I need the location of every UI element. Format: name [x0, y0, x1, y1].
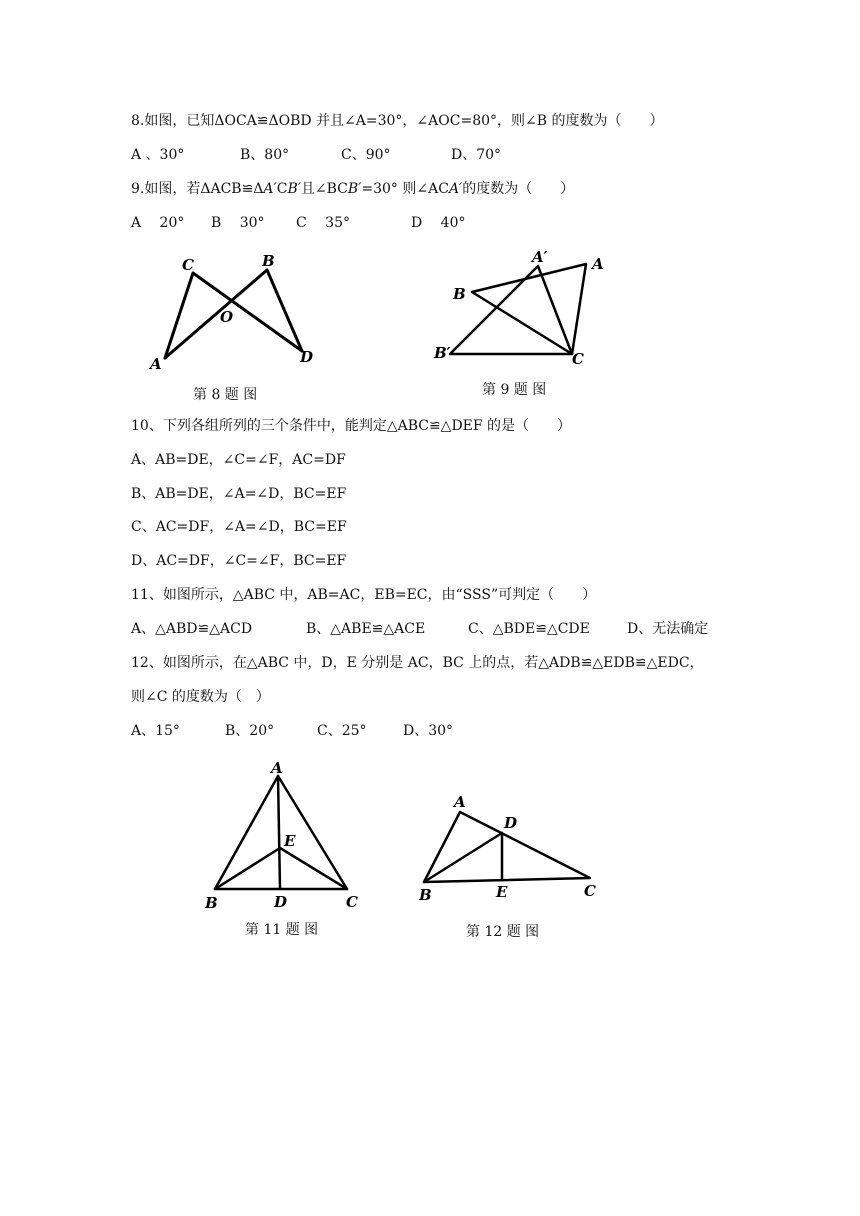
- label-b: B: [205, 894, 218, 912]
- q9-option-c: C 35°: [296, 215, 350, 231]
- label-b: B: [419, 886, 432, 904]
- q9-stem-part: 且∠BC: [300, 181, 348, 197]
- q11-option-b: B、△ABE≌△ACE: [306, 621, 426, 637]
- triangle-acb: [472, 264, 586, 354]
- q9-option-b: B 30°: [211, 215, 265, 231]
- figure-12-caption: 第 12 题 图: [466, 924, 540, 940]
- label-e: E: [284, 832, 296, 850]
- q10-option-b: B、AB=DE，∠A=∠D，BC=EF: [131, 486, 347, 502]
- segment-be: [215, 848, 280, 889]
- q8-stem: 8.如图，已知ΔOCA≌ΔOBD 并且∠A=30°，∠AOC=80°，则∠B 的度数为（ ）: [131, 113, 664, 129]
- label-c: C: [584, 882, 596, 900]
- label-a: A: [271, 759, 283, 777]
- q9-stem-part: C: [276, 181, 288, 197]
- q8-option-a: A 、30°: [131, 147, 185, 163]
- label-c: C: [182, 256, 194, 274]
- q9-stem: [131, 180, 574, 198]
- q8-options: [131, 146, 501, 164]
- figure-8-caption: 第 8 题 图: [193, 387, 258, 403]
- triangle-oca: [165, 273, 302, 358]
- triangle-a-prime-c-b-prime: [450, 266, 572, 354]
- q12-option-d: D、30°: [403, 723, 454, 739]
- figure-12: [410, 790, 606, 910]
- label-a: A: [454, 793, 466, 811]
- q11-option-c: C、△BDE≌△CDE: [468, 621, 590, 637]
- q9-stem-part: A′: [263, 181, 277, 197]
- label-b: B: [262, 252, 275, 270]
- q12-stem-line2: 则∠C 的度数为（ ）: [131, 689, 270, 705]
- q9-stem-part: A′: [448, 181, 463, 197]
- triangle-abc: [215, 776, 347, 889]
- q12-stem-line1: 12、如图所示，在△ABC 中，D，E 分别是 AC，BC 上的点，若△ADB≌△EDB≌△EDC，: [131, 655, 704, 671]
- q8-option-c: C、90°: [341, 147, 391, 163]
- q9-option-a: A 20°: [131, 215, 185, 231]
- q12-option-b: B、20°: [225, 723, 275, 739]
- label-d: D: [504, 814, 518, 832]
- triangle-obd: [165, 270, 302, 358]
- label-o: O: [220, 308, 234, 326]
- figure-9: [428, 246, 618, 376]
- label-a: A: [592, 255, 604, 273]
- label-e: E: [496, 883, 508, 901]
- q12-option-a: A、15°: [131, 723, 180, 739]
- label-c: C: [572, 350, 584, 368]
- label-b: B: [453, 285, 466, 303]
- q9-stem-part: =30° 则∠AC: [361, 181, 449, 197]
- q11-options: [131, 620, 708, 638]
- q9-stem-part: B′: [347, 181, 362, 197]
- segment-ad: [278, 776, 280, 889]
- q12-options: [131, 722, 453, 740]
- q9-stem-part: B′: [287, 181, 301, 197]
- figure-9-caption: 第 9 题 图: [482, 382, 547, 398]
- figure-8: [140, 248, 330, 378]
- q11-option-d: D、无法确定: [627, 621, 709, 637]
- label-d: D: [300, 348, 314, 366]
- figure-11: [200, 758, 370, 914]
- label-b-prime: B′: [434, 344, 451, 362]
- q8-option-b: B、80°: [240, 147, 290, 163]
- q9-stem-part: 9.如图，若ΔACB≌Δ: [131, 181, 264, 197]
- q11-option-a: A、△ABD≌△ACD: [131, 621, 253, 637]
- q10-option-c: C、AC=DF，∠A=∠D，BC=EF: [131, 519, 347, 535]
- q9-stem-part: 的度数为（ ）: [462, 181, 575, 197]
- label-a: A: [150, 355, 162, 373]
- q8-option-d: D、70°: [451, 147, 502, 163]
- q9-option-d: D 40°: [411, 215, 466, 231]
- q10-option-d: D、AC=DF，∠C=∠F，BC=EF: [131, 553, 347, 569]
- q10-stem: 10、下列各组所列的三个条件中，能判定△ABC≌△DEF 的是（ ）: [131, 418, 572, 434]
- label-a-prime: A′: [532, 248, 548, 266]
- label-d: D: [274, 893, 288, 911]
- label-c: C: [346, 893, 358, 911]
- q11-stem: 11、如图所示，△ABC 中，AB=AC，EB=EC，由“SSS”可判定（ ）: [131, 587, 597, 603]
- figure-11-caption: 第 11 题 图: [245, 922, 319, 938]
- q9-options: [131, 214, 466, 232]
- segment-ce: [280, 848, 347, 889]
- q12-option-c: C、25°: [317, 723, 367, 739]
- q10-option-a: A、AB=DE，∠C=∠F，AC=DF: [131, 452, 346, 468]
